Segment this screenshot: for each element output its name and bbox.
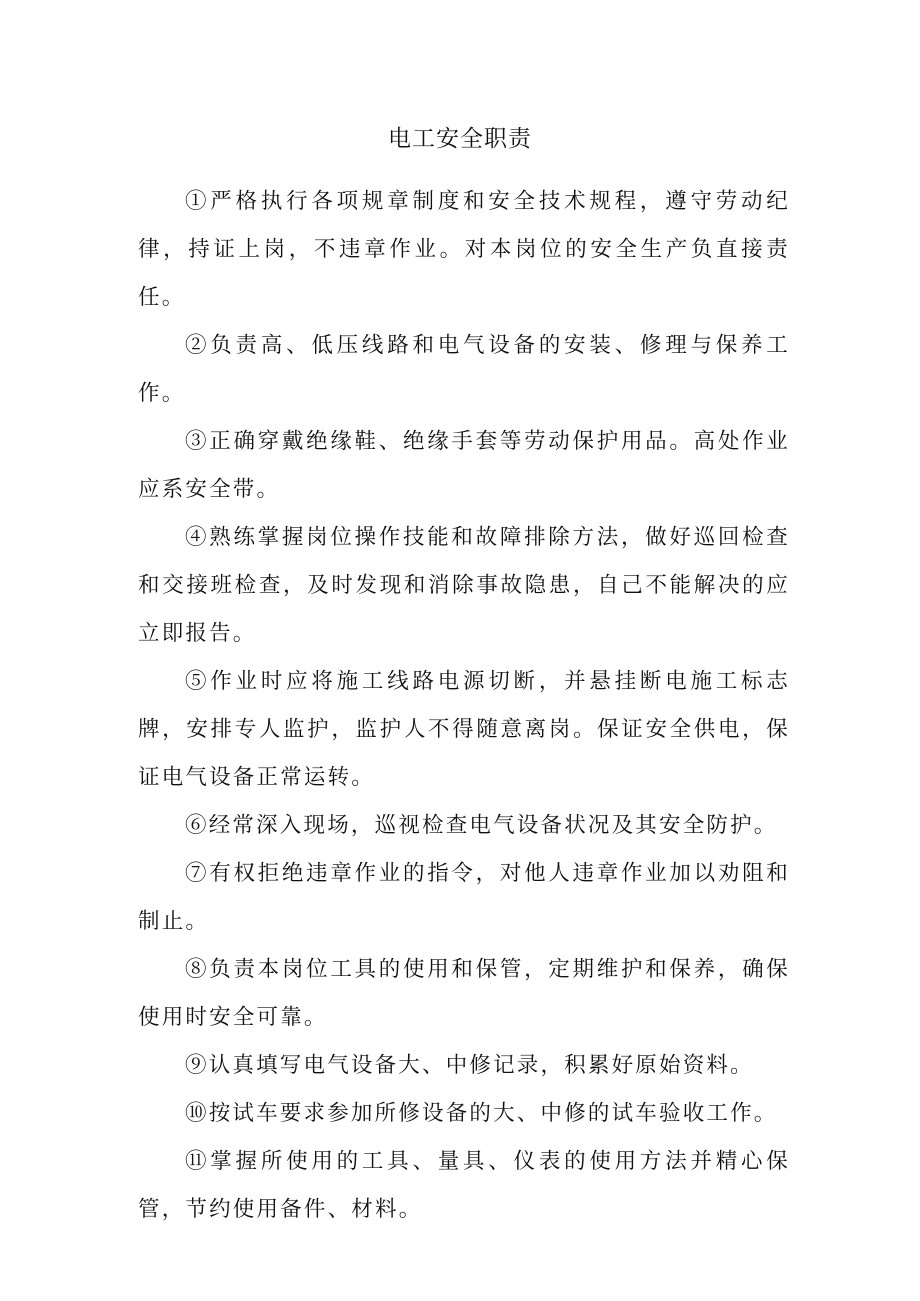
duty-item-2: ②负责高、低压线路和电气设备的安装、修理与保养工作。 [138, 333, 790, 406]
duty-item-11: ⑪掌握所使用的工具、量具、仪表的使用方法并精心保管，节约使用备件、材料。 [138, 1149, 790, 1222]
duty-item-7: ⑦有权拒绝违章作业的指令，对他人违章作业加以劝阻和制止。 [138, 861, 790, 934]
duty-item-5: ⑤作业时应将施工线路电源切断，并悬挂断电施工标志牌，安排专人监护，监护人不得随意离岗。保证安全供电，保证电气设备正常运转。 [138, 669, 790, 790]
document-title: 电工安全职责 [388, 126, 532, 152]
duty-item-6: ⑥经常深入现场，巡视检查电气设备状况及其安全防护。 [185, 813, 778, 838]
duty-item-1: ①严格执行各项规章制度和安全技术规程，遵守劳动纪律，持证上岗，不违章作业。对本岗位的安全生产负直接责任。 [138, 189, 790, 310]
document-body [138, 178, 790, 1234]
duty-item-9: ⑨认真填写电气设备大、中修记录，积累好原始资料。 [185, 1053, 754, 1078]
duty-item-4: ④熟练掌握岗位操作技能和故障排除方法，做好巡回检查和交接班检查，及时发现和消除事故隐患，自己不能解决的应立即报告。 [138, 525, 790, 646]
duty-item-10: ⑩按试车要求参加所修设备的大、中修的试车验收工作。 [185, 1101, 778, 1126]
duty-item-3: ③正确穿戴绝缘鞋、绝缘手套等劳动保护用品。高处作业应系安全带。 [138, 429, 790, 502]
duty-item-8: ⑧负责本岗位工具的使用和保管，定期维护和保养，确保使用时安全可靠。 [138, 957, 790, 1030]
